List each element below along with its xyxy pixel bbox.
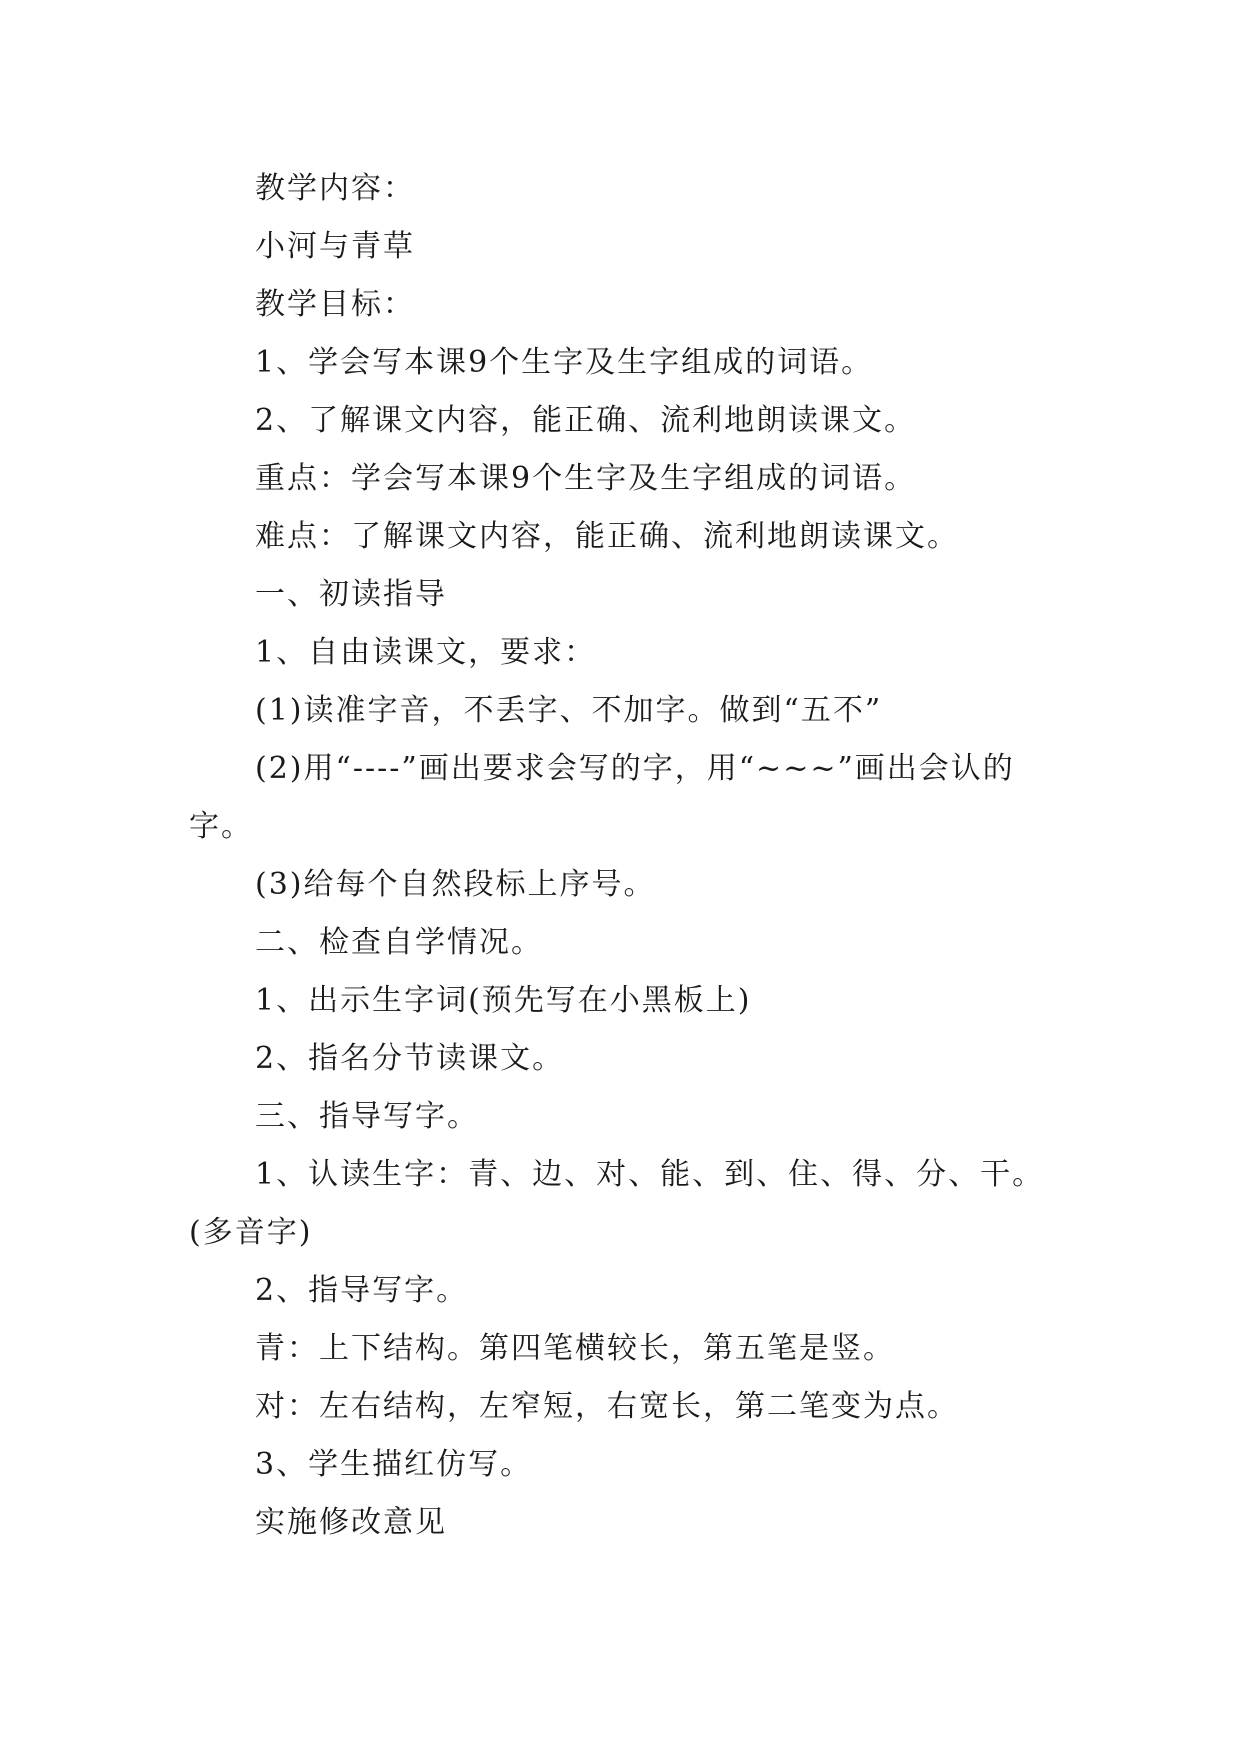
sub-step-item: (3)给每个自然段标上序号。 xyxy=(255,867,656,902)
heading-teaching-goals: 教学目标： xyxy=(255,287,415,322)
goal-item: 2、了解课文内容，能正确、流利地朗读课文。 xyxy=(255,403,917,438)
step-item: 1、出示生字词(预先写在小黑板上) xyxy=(255,983,752,1018)
sub-step-item: (2)用“----”画出要求会写的字，用“~~~”画出会认的字。 xyxy=(189,751,1015,844)
step-item: 1、认读生字：青、边、对、能、到、住、得、分、干。(多音字) xyxy=(189,1157,1045,1250)
sub-step-item: (1)读准字音，不丢字、不加字。做到“五不” xyxy=(255,693,883,728)
step-item: 1、自由读课文，要求： xyxy=(255,635,597,670)
heading-teaching-content: 教学内容： xyxy=(255,171,415,206)
step-item: 3、学生描红仿写。 xyxy=(255,1447,533,1482)
section-heading: 二、检查自学情况。 xyxy=(255,925,543,960)
document-body xyxy=(189,160,1069,1552)
section-heading: 一、初读指导 xyxy=(255,577,447,612)
difficult-point: 难点：了解课文内容，能正确、流利地朗读课文。 xyxy=(255,519,959,554)
character-note: 对：左右结构，左窄短，右宽长，第二笔变为点。 xyxy=(255,1389,959,1424)
section-heading: 三、指导写字。 xyxy=(255,1099,479,1134)
goal-item: 1、学会写本课9个生字及生字组成的词语。 xyxy=(255,345,874,380)
lesson-title: 小河与青草 xyxy=(255,229,415,264)
key-point: 重点：学会写本课9个生字及生字组成的词语。 xyxy=(255,461,917,496)
revision-notes-heading: 实施修改意见 xyxy=(255,1505,447,1540)
step-item: 2、指导写字。 xyxy=(255,1273,469,1308)
step-item: 2、指名分节读课文。 xyxy=(255,1041,565,1076)
character-note: 青：上下结构。第四笔横较长，第五笔是竖。 xyxy=(255,1331,895,1366)
